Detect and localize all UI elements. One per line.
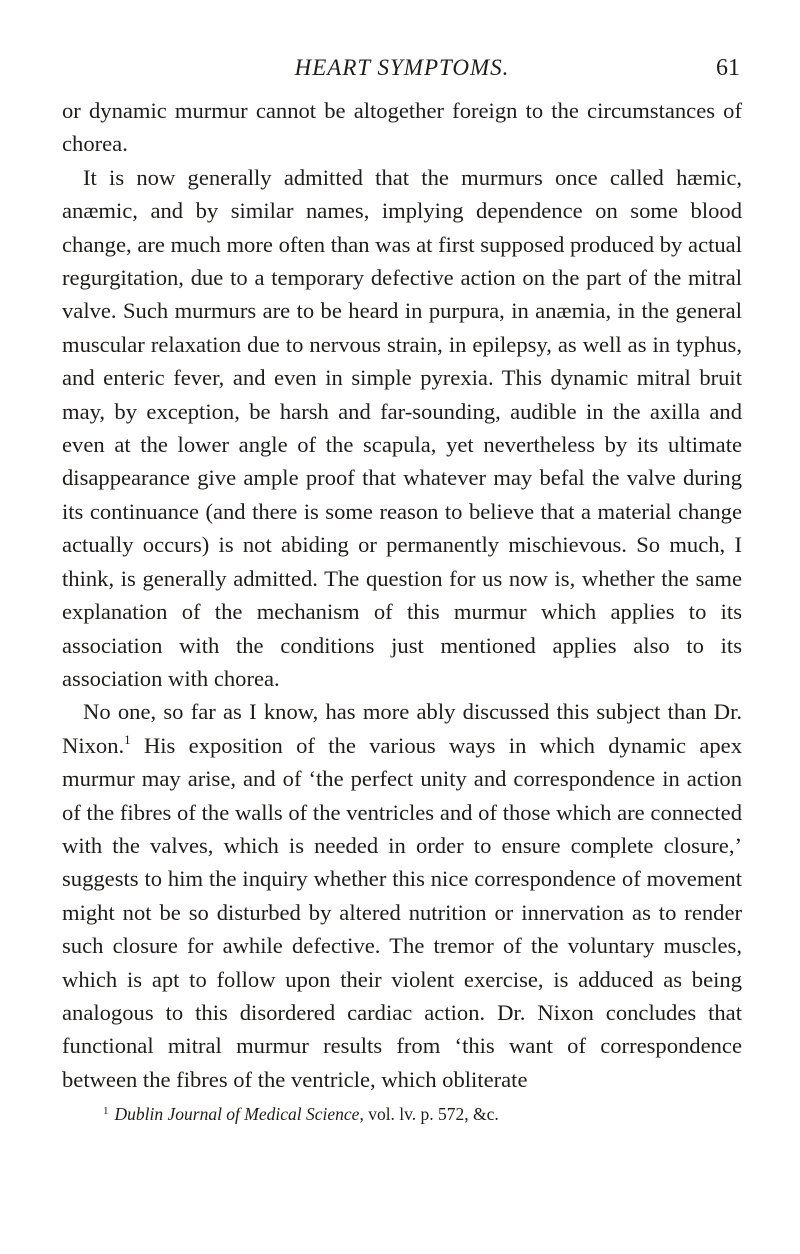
footnote (62, 1102, 742, 1126)
footnote-reference: 1 (124, 731, 131, 747)
paragraph-dr-nixon (62, 695, 742, 1096)
footnote-citation: , vol. lv. p. 572, &c. (359, 1104, 499, 1125)
paragraph-dr-nixon-opening: No one, so far as I know, has more ably discussed this subject than Dr. Nixon. (62, 699, 742, 758)
page-number: 61 (716, 55, 740, 81)
footnote-journal-title: Dublin Journal of Medical Science (114, 1104, 360, 1125)
body-text (62, 94, 742, 1096)
paragraph-dynamic-murmurs: It is now generally admitted that the murmurs once called hæmic, anæmic, and by similar names, implying dependence on some blood change, are much more often than was at first supposed produced by actual regurgitation, due to a temporary defective action on the part of the mitral valve. Such murmurs are to be heard in purpura, in anæmia, in the general muscular relaxation due to nervous strain, in epilepsy, as well as in typhus, and enteric fever, and even in simple pyrexia. This dynamic mitral bruit may, by exception, be harsh and far-sounding, audible in the axilla and even at the lower angle of the scapula, yet nevertheless by its ultimate disappearance give ample proof that whatever may befal the valve during its continuance (and there is some reason to believe that a material change actually occurs) is not abiding or permanently mischievous. So much, I think, is generally admitted. The question for us now is, whether the same explanation of the mechanism of this murmur which applies to its association with the conditions just mentioned applies also to its association with chorea. (62, 164, 742, 691)
running-head (62, 50, 742, 86)
paragraph-continuation: or dynamic murmur cannot be altogether foreign to the circumstances of chorea. (62, 98, 742, 157)
paragraph-dr-nixon-body: His exposition of the various ways in which dynamic apex murmur may arise, and of ‘the perfect unity and correspondence in action of the fibres of the walls of the ventricles and of those which are connected with the valves, which is needed in order to ensure complete closure,’ suggests to him the inquiry whether this nice correspondence of movement might not be so disturbed by altered nutrition or innervation as to render such closure for awhile defective. The tremor of the voluntary muscles, which is apt to follow upon their violent exercise, is adduced as being analogous to this disordered cardiac action. Dr. Nixon concludes that functional mitral murmur results from ‘this want of correspondence between the fibres of the ventricle, which obliterate (62, 732, 742, 1092)
running-head-title: HEART SYMPTOMS. (294, 55, 510, 80)
book-page (62, 50, 742, 1126)
footnote-marker: 1 (103, 1105, 109, 1118)
